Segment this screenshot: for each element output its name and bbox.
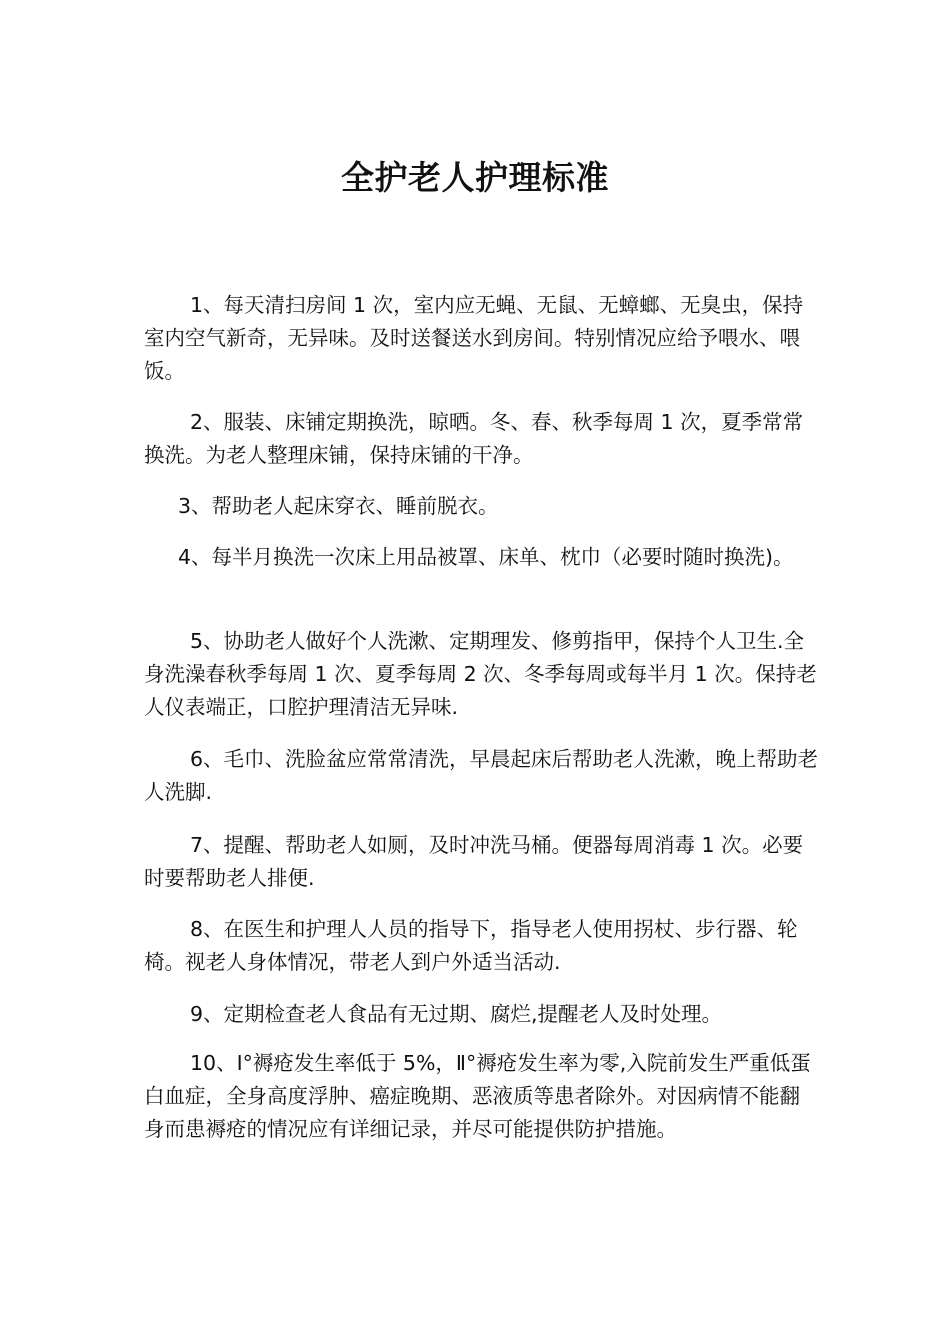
document-title: 全护老人护理标准 <box>341 158 609 197</box>
list-item-9: 9、定期检查老人食品有无过期、腐烂,提醒老人及时处理。 <box>190 1002 723 1026</box>
list-item-1: 1、每天清扫房间 1 次，室内应无蝇、无鼠、无蟑螂、无臭虫，保持室内空气新奇，无异味。及时送餐送水到房间。特别情况应给予喂水、喂饭。 <box>144 293 804 383</box>
list-item-8: 8、在医生和护理人人员的指导下，指导老人使用拐杖、步行器、轮椅。视老人身体情况，带老人到户外适当活动. <box>144 917 798 974</box>
list-item-5: 5、协助老人做好个人洗漱、定期理发、修剪指甲，保持个人卫生.全身洗澡春秋季每周 1 次、夏季每周 2 次、冬季每周或每半月 1 次。保持老人仪表端正，口腔护理清洁无异味. <box>144 629 817 719</box>
list-item-3: 3、帮助老人起床穿衣、睡前脱衣。 <box>178 494 499 518</box>
list-item-6: 6、毛巾、洗脸盆应常常清洗，早晨起床后帮助老人洗漱，晚上帮助老人洗脚. <box>144 747 819 804</box>
list-item-2: 2、服装、床铺定期换洗，晾晒。冬、春、秋季每周 1 次，夏季常常换洗。为老人整理床铺，保持床铺的干净。 <box>144 410 804 467</box>
list-item-4: 4、每半月换洗一次床上用品被罩、床单、枕巾（必要时随时换洗)。 <box>178 545 794 569</box>
list-item-10: 10、I°褥疮发生率低于 5%，Ⅱ°褥疮发生率为零,入院前发生严重低蛋白血症，全身高度浮肿、癌症晚期、恶液质等患者除外。对因病情不能翻身而患褥疮的情况应有详细记录，并尽可能提供防护措施。 <box>144 1051 811 1141</box>
list-item-7: 7、提醒、帮助老人如厕，及时冲洗马桶。便器每周消毒 1 次。必要时要帮助老人排便. <box>144 833 804 890</box>
